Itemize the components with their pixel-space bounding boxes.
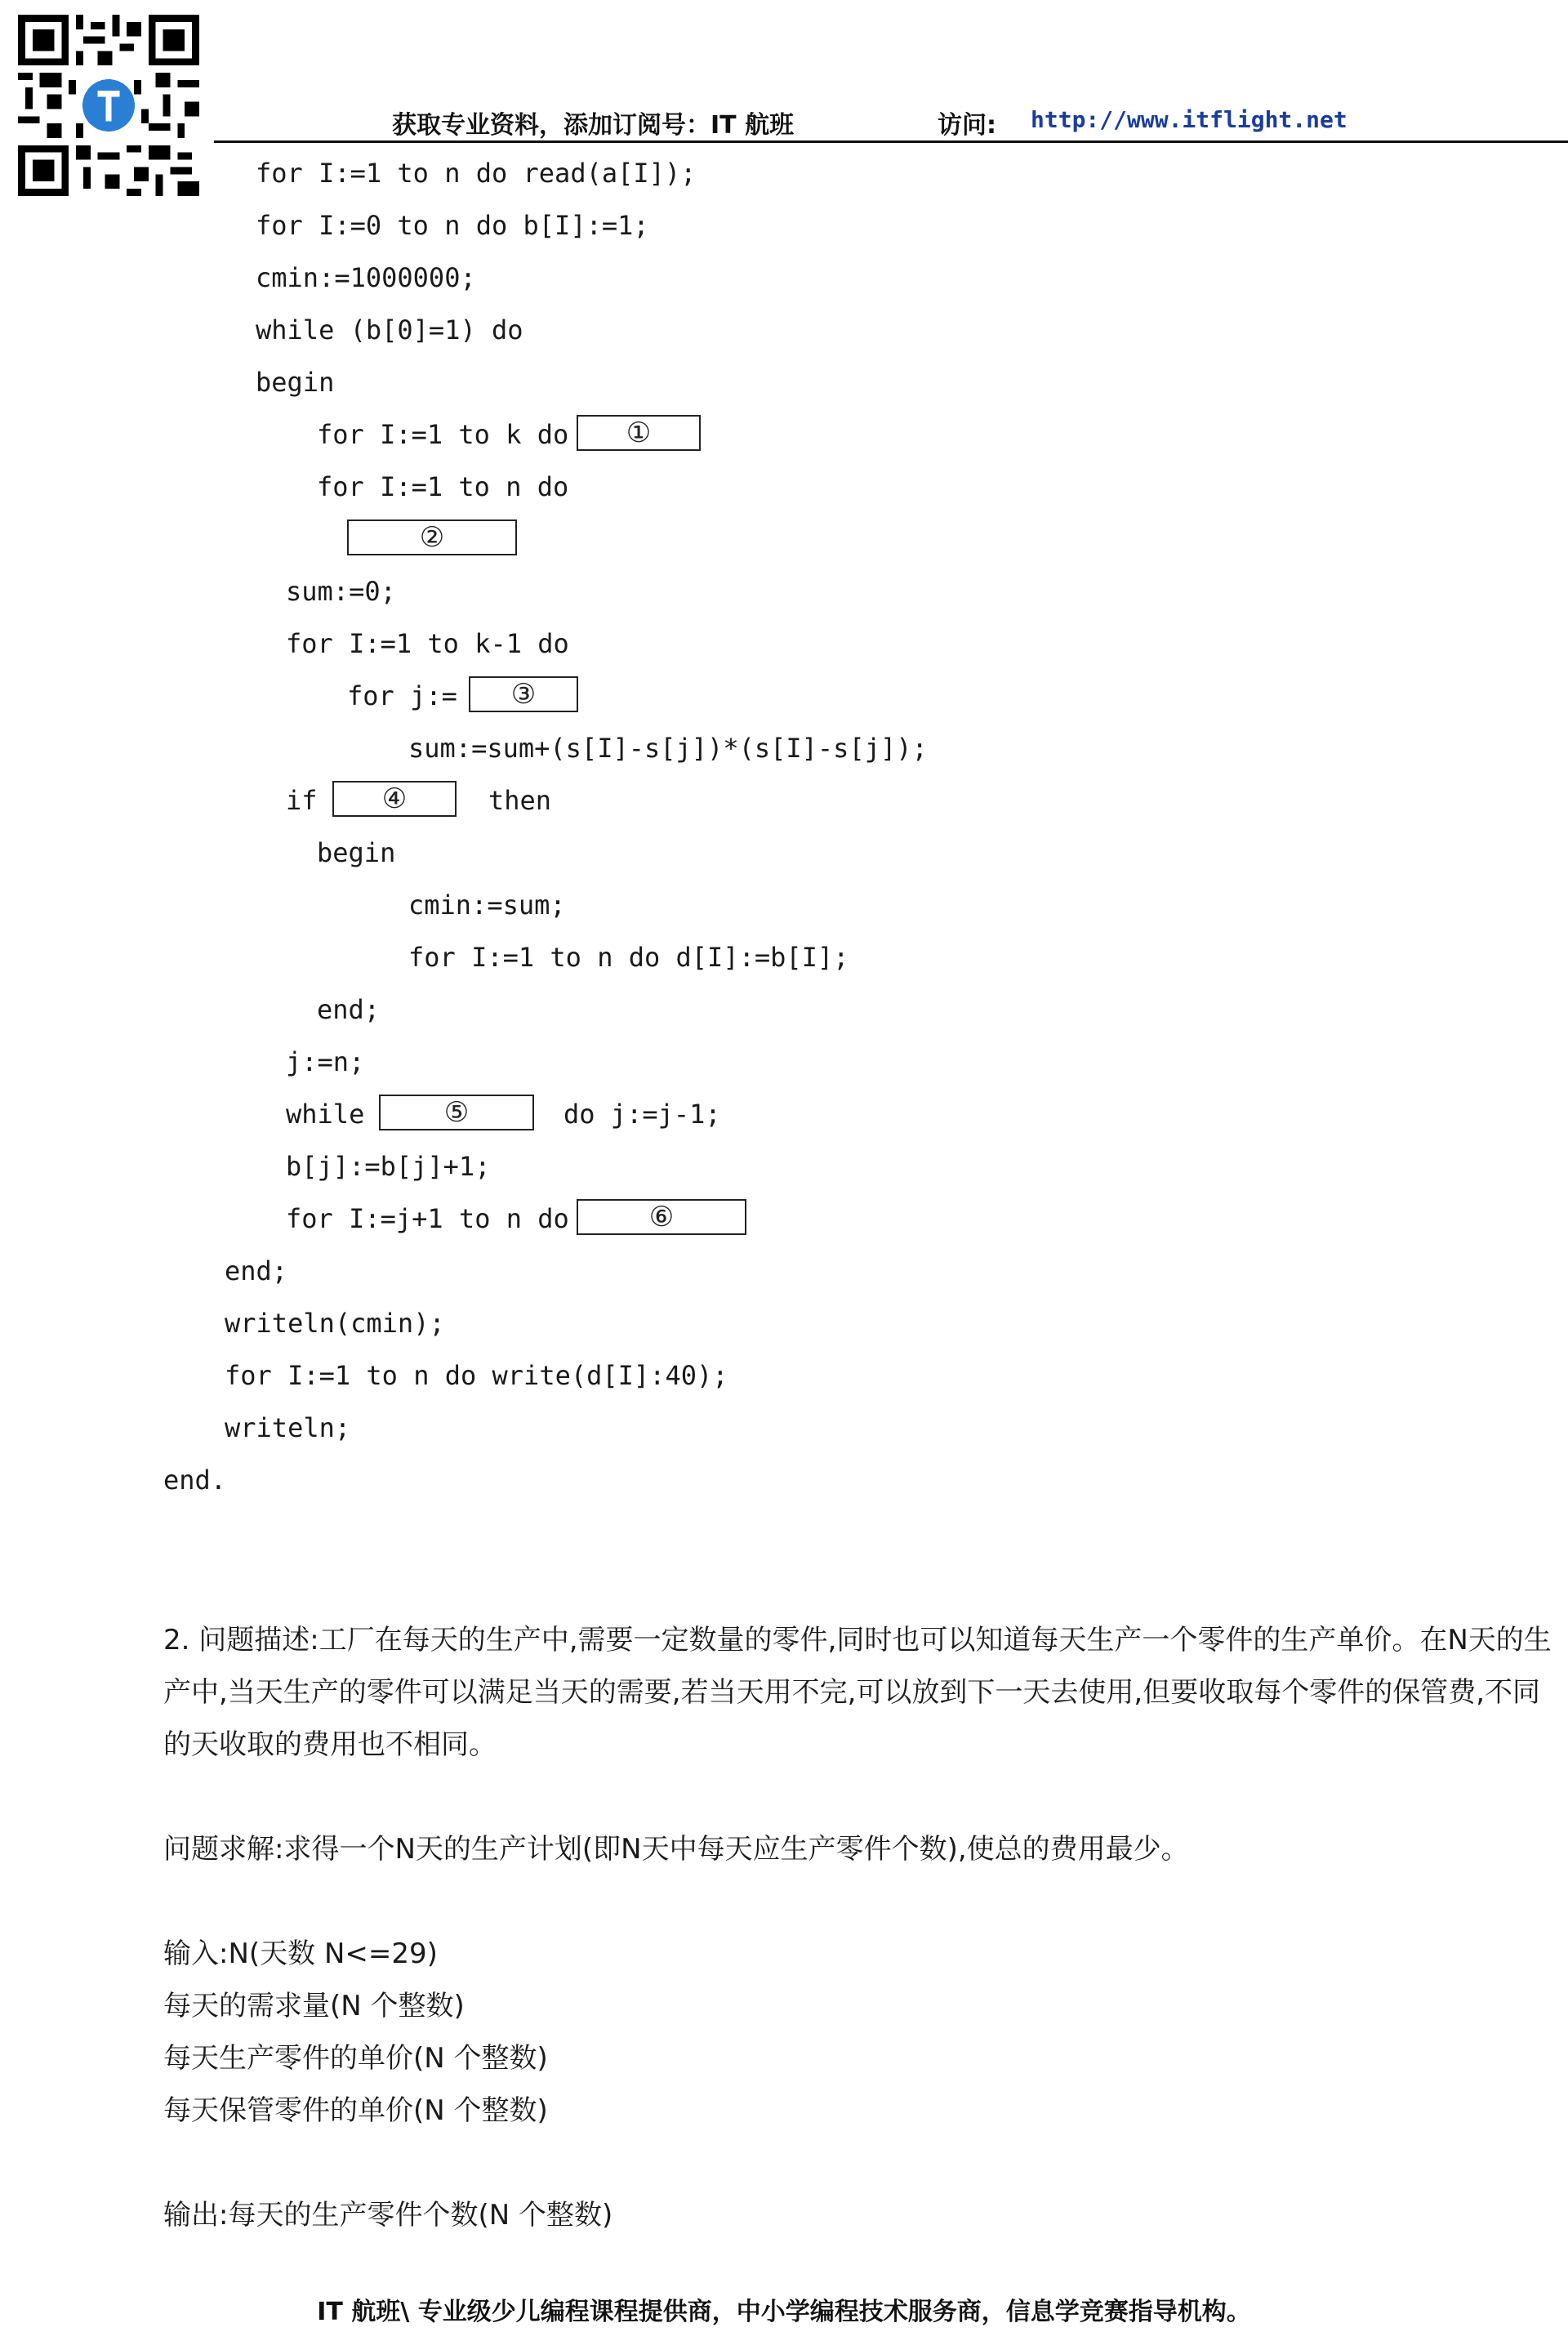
blank-4[interactable]: ④ [332,781,457,817]
code-line: while (b[0]=1) do [256,314,523,346]
code-line: if [286,785,318,816]
code-line: while [286,1099,365,1130]
code-line: writeln; [225,1412,351,1443]
blank-3[interactable]: ③ [469,676,578,712]
code-line: for I:=1 to n do d[I]:=b[I]; [408,942,849,973]
code-line: sum:=sum+(s[I]-s[j])*(s[I]-s[j]); [408,733,928,764]
input-line: 每天的需求量(N 个整数) [163,1990,465,2022]
input-line: 每天保管零件的单价(N 个整数) [163,2094,548,2127]
code-line: for I:=1 to n do read(a[I]); [256,158,697,189]
code-line: end; [317,994,381,1025]
code-line: for j:= [347,680,457,711]
header-visit-label: 访问: [938,111,996,140]
code-line: cmin:=1000000; [256,262,476,293]
code-line: sum:=0; [286,576,396,607]
code-line: j:=n; [286,1046,365,1077]
header-subscription-label: 获取专业资料，添加订阅号：IT 航班 [392,111,795,140]
code-line: then [488,785,552,816]
blank-2[interactable]: ② [347,519,517,555]
code-line: writeln(cmin); [225,1308,445,1339]
page-header [0,105,1568,140]
code-line: end. [163,1465,227,1496]
blank-5[interactable]: ⑤ [379,1095,534,1130]
page-footer: IT 航班\ 专业级少儿编程课程提供商，中小学编程技术服务商，信息学竞赛指导机构。 [317,2298,1251,2326]
code-line: for I:=j+1 to n do [286,1203,569,1234]
blank-1[interactable]: ① [577,415,701,451]
code-line: for I:=1 to n do [317,471,569,502]
code-line: cmin:=sum; [408,890,566,921]
output-spec: 输出:每天的生产零件个数(N 个整数) [163,2199,613,2232]
input-line: 每天生产零件的单价(N 个整数) [163,2042,548,2075]
code-line: b[j]:=b[j]+1; [286,1151,491,1182]
code-line: begin [256,367,335,398]
code-line: end; [225,1255,288,1286]
code-line: begin [317,837,396,868]
code-line: for I:=0 to n do b[I]:=1; [256,210,649,241]
code-line: for I:=1 to k-1 do [286,628,569,659]
code-line: do j:=j-1; [564,1099,721,1130]
blank-6[interactable]: ⑥ [577,1199,746,1235]
problem-solve: 问题求解:求得一个N天的生产计划(即N天中每天应生产零件个数),使总的费用最少。 [163,1833,1189,1866]
header-url-link[interactable]: http://www.itflight.net [1031,106,1348,133]
code-line: for I:=1 to k do [317,419,569,450]
problem-description: 2. 问题描述:工厂在每天的生产中,需要一定数量的零件,同时也可以知道每天生产一个零件的生产单价。在N天的生产中,当天生产的零件可以满足当天的需要,若当天用不完,可以放到下一天去使用,但要收取每个零件的保管费,不同的天收取的费用也不相同。 [163,1624,1552,1761]
code-line: for I:=1 to n do write(d[I]:40); [225,1360,728,1391]
header-divider [214,140,1568,143]
input-line: 输入:N(天数 N<=29) [163,1937,438,1970]
